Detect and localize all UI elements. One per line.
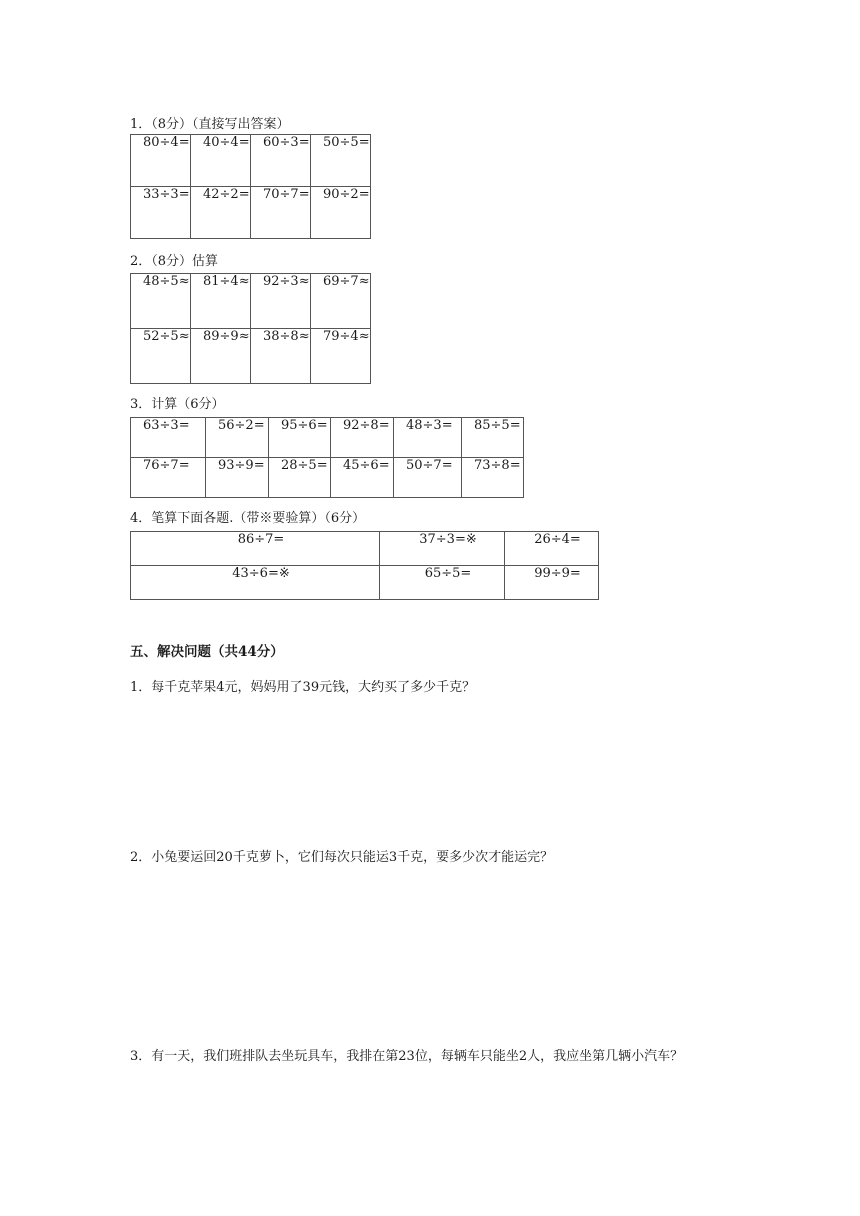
q3-cell[interactable]: 63÷3= bbox=[131, 418, 206, 458]
q1-cell[interactable]: 60÷3= bbox=[251, 135, 311, 187]
q3-cell[interactable]: 76÷7= bbox=[131, 458, 206, 498]
q4-table bbox=[130, 531, 599, 600]
table-row bbox=[131, 135, 371, 187]
q4-cell[interactable]: 65÷5= bbox=[380, 566, 505, 600]
q3-cell[interactable]: 73÷8= bbox=[462, 458, 524, 498]
q3-cell[interactable]: 95÷6= bbox=[269, 418, 331, 458]
q2-heading: 2．（8分）估算 bbox=[130, 254, 219, 269]
q4-cell[interactable]: 99÷9= bbox=[505, 566, 599, 600]
q4-cell[interactable]: 43÷6=※ bbox=[131, 566, 380, 600]
q3-cell[interactable]: 56÷2= bbox=[206, 418, 269, 458]
q1-cell[interactable]: 33÷3= bbox=[131, 187, 191, 239]
q4-cell[interactable]: 37÷3=※ bbox=[380, 532, 505, 566]
table-row bbox=[131, 329, 371, 384]
q1-cell[interactable]: 70÷7= bbox=[251, 187, 311, 239]
q3-cell[interactable]: 48÷3= bbox=[394, 418, 462, 458]
q1-table bbox=[130, 134, 371, 239]
table-row bbox=[131, 458, 524, 498]
q3-table bbox=[130, 417, 524, 498]
table-row bbox=[131, 532, 599, 566]
q4-heading: 4．笔算下面各题.（带※要验算）（6分） bbox=[130, 511, 366, 526]
q3-heading: 3．计算（6分） bbox=[130, 397, 225, 412]
q3-cell[interactable]: 28÷5= bbox=[269, 458, 331, 498]
table-row bbox=[131, 566, 599, 600]
q1-cell[interactable]: 42÷2= bbox=[191, 187, 251, 239]
q1-cell[interactable]: 40÷4= bbox=[191, 135, 251, 187]
q3-cell[interactable]: 85÷5= bbox=[462, 418, 524, 458]
q2-cell[interactable]: 81÷4≈ bbox=[191, 274, 251, 329]
table-row bbox=[131, 274, 371, 329]
q1-heading: 1．（8分）（直接写出答案） bbox=[130, 117, 290, 132]
q3-cell[interactable]: 93÷9= bbox=[206, 458, 269, 498]
word-problem-1: 1．每千克苹果4元，妈妈用了39元钱，大约买了多少千克？ bbox=[130, 680, 476, 695]
q3-cell[interactable]: 45÷6= bbox=[331, 458, 394, 498]
q4-cell[interactable]: 86÷7= bbox=[131, 532, 380, 566]
q3-cell[interactable]: 92÷8= bbox=[331, 418, 394, 458]
q1-cell[interactable]: 50÷5= bbox=[311, 135, 371, 187]
q2-cell[interactable]: 38÷8≈ bbox=[251, 329, 311, 384]
word-problem-2: 2．小兔要运回20千克萝卜，它们每次只能运3千克，要多少次才能运完？ bbox=[130, 850, 554, 865]
q2-cell[interactable]: 69÷7≈ bbox=[311, 274, 371, 329]
q1-cell[interactable]: 90÷2= bbox=[311, 187, 371, 239]
table-row bbox=[131, 187, 371, 239]
q2-cell[interactable]: 79÷4≈ bbox=[311, 329, 371, 384]
q3-cell[interactable]: 50÷7= bbox=[394, 458, 462, 498]
section-five-title: 五、解决问题（共44分） bbox=[130, 644, 284, 660]
table-row bbox=[131, 418, 524, 458]
q4-cell[interactable]: 26÷4= bbox=[505, 532, 599, 566]
q2-cell[interactable]: 48÷5≈ bbox=[131, 274, 191, 329]
q1-cell[interactable]: 80÷4= bbox=[131, 135, 191, 187]
q2-cell[interactable]: 89÷9≈ bbox=[191, 329, 251, 384]
q2-table bbox=[130, 273, 371, 384]
q2-cell[interactable]: 92÷3≈ bbox=[251, 274, 311, 329]
word-problem-3: 3．有一天，我们班排队去坐玩具车，我排在第23位，每辆车只能坐2人，我应坐第几辆小汽车？ bbox=[130, 1049, 684, 1064]
q2-cell[interactable]: 52÷5≈ bbox=[131, 329, 191, 384]
